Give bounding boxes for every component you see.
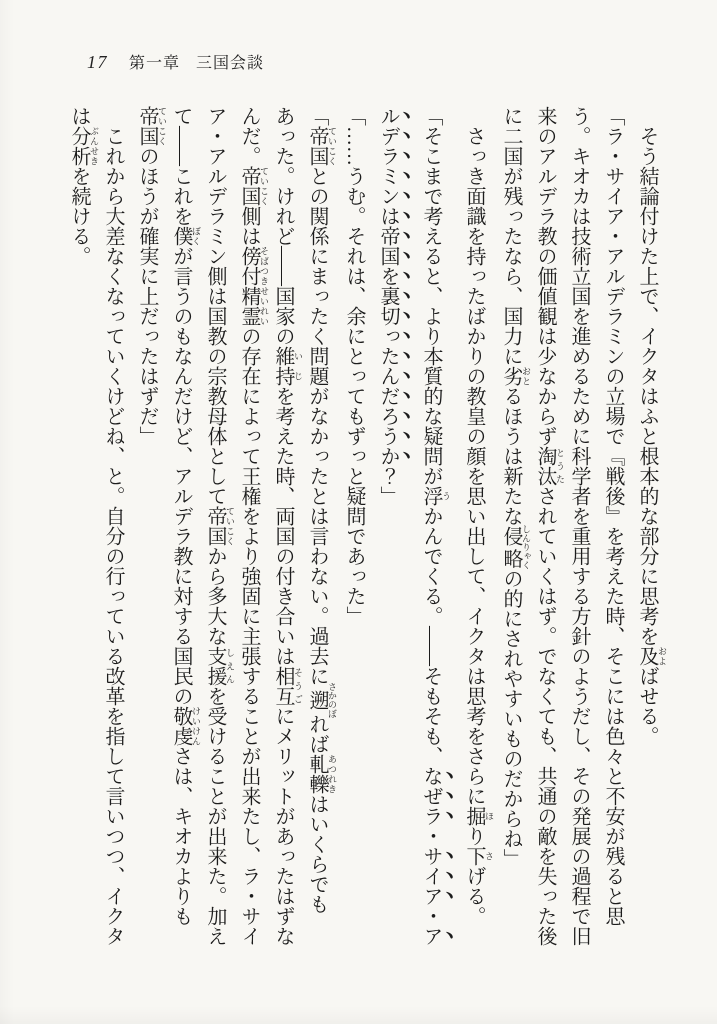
text-run: のほうが確実に上だったはずだ」 xyxy=(136,146,158,446)
ruby-annotated-text: 維持 いじ xyxy=(272,346,303,386)
ruby-annotated-text: 及 およ xyxy=(636,646,667,666)
text-run: 「そこまで考えると、より本質的な疑問が xyxy=(420,106,442,486)
emphasized-text: なぜラ・サイア・アルデラミンは帝国を裏切ったんだろうか？ xyxy=(377,106,442,946)
ruby-annotated-text: 支援 しえん xyxy=(204,646,235,686)
text-run: かんでくる。――そもそも、 xyxy=(420,506,442,766)
chapter-title: 三国会談 xyxy=(196,55,265,72)
text-run: の的にされやすいものだからね」 xyxy=(500,568,522,869)
text-run: 「 xyxy=(306,106,328,126)
ruby-annotated-text: 遡 さかのぼ xyxy=(306,682,337,718)
page-number: 17 xyxy=(87,52,108,72)
text-run: 側は xyxy=(238,206,260,246)
ruby-annotated-text: 相互 そうご xyxy=(272,666,303,706)
text-run: ばせる。 xyxy=(636,666,658,746)
text-run: れば xyxy=(306,714,328,754)
ruby-annotated-text: 侵略 しんりゃく xyxy=(500,524,531,570)
paragraph-narration-3 xyxy=(62,106,130,952)
paragraph-dialogue-ikta-3 xyxy=(130,106,337,952)
ruby-annotated-text: 劣 おと xyxy=(500,366,531,386)
ruby-annotated-text: 傍付精霊 そばつきせいれい xyxy=(238,246,269,326)
ruby-annotated-text: 帝国 ていこく xyxy=(204,506,235,546)
ruby-annotated-text: 掘 ほ xyxy=(463,806,494,826)
text-run: 」 xyxy=(377,486,399,506)
text-run: との関係にまったく問題がなかったとは言わない。過去に xyxy=(306,166,328,686)
body-text-block xyxy=(62,106,667,952)
text-run: げる。 xyxy=(463,866,485,926)
text-run: 「……うむ。それは、余にとってもずっと疑問であった」 xyxy=(343,106,365,626)
ruby-annotated-text: 帝国 ていこく xyxy=(238,166,269,206)
text-run: にメリットがあったはずなんだ。 xyxy=(238,106,294,946)
text-run: さは、キオカよりも xyxy=(170,746,192,926)
text-run: が言うのもなんだけど、アルデラ教に対する国民の xyxy=(170,246,192,706)
ruby-annotated-text: 帝国 ていこく xyxy=(306,126,337,166)
text-run: の存在によって王権をより強固に主張することが出来たし、ラ・サイア・アルデラミン側は国教の宗教母体として xyxy=(204,106,260,946)
text-run: を続ける。 xyxy=(68,166,90,266)
ruby-annotated-text: 帝国 ていこく xyxy=(136,106,167,146)
text-run: を考えた時、両国の付き合いは xyxy=(272,386,294,666)
ruby-annotated-text: 僕 ぼく xyxy=(170,226,201,246)
ruby-annotated-text: 下 さ xyxy=(463,846,494,866)
paragraph-dialogue-pope xyxy=(337,106,371,952)
paragraph-dialogue-ikta-2 xyxy=(371,106,457,952)
text-run: これから大差なくなっていくけどね、と。自分の行っている改革を指して言いつつ、イクタは xyxy=(68,106,124,946)
paragraph-dialogue-ikta-1 xyxy=(494,106,630,952)
text-run: さっき面識を持ったばかりの教皇の顔を思い出して、イクタは思考をさらに xyxy=(463,106,485,806)
ruby-annotated-text: 軋轢 あつれき xyxy=(306,754,337,794)
ruby-annotated-text: 淘汰 とうた xyxy=(534,446,565,486)
text-run: るほうは新たな xyxy=(500,386,522,526)
paragraph-narration-2 xyxy=(457,106,494,952)
text-run: はいくらでもあった。けれど――国家の xyxy=(272,106,328,914)
ruby-annotated-text: 敬虔 けいけん xyxy=(170,706,201,746)
text-run: り xyxy=(463,826,485,846)
text-run: 「ラ・サイア・アルデラミンの立場で『戦後』を考えた時、そこには色々と不安が残ると思う。キオカは技術立国を進めるために科学者を重用する方針のようだし、その発展の過程で旧来のアルデラ教の価値観は少なからず xyxy=(534,106,624,946)
text-run: そう結論付けた上で、イクタはふと根本的な部分に思考を xyxy=(636,106,658,646)
text-run: されていくはず。でなくても、共通の敵を失った後に二国が残ったなら、国力に xyxy=(500,106,556,946)
ruby-annotated-text: 浮 う xyxy=(420,486,451,506)
ruby-annotated-text: 分析 ぶんせき xyxy=(68,126,99,166)
text-run: を受けることが出来た。加えて――これを xyxy=(170,106,226,946)
running-header xyxy=(87,50,264,73)
text-run: から多大な xyxy=(204,546,226,646)
paragraph-narration-1 xyxy=(630,106,667,952)
chapter-label: 第一章 xyxy=(129,55,181,72)
